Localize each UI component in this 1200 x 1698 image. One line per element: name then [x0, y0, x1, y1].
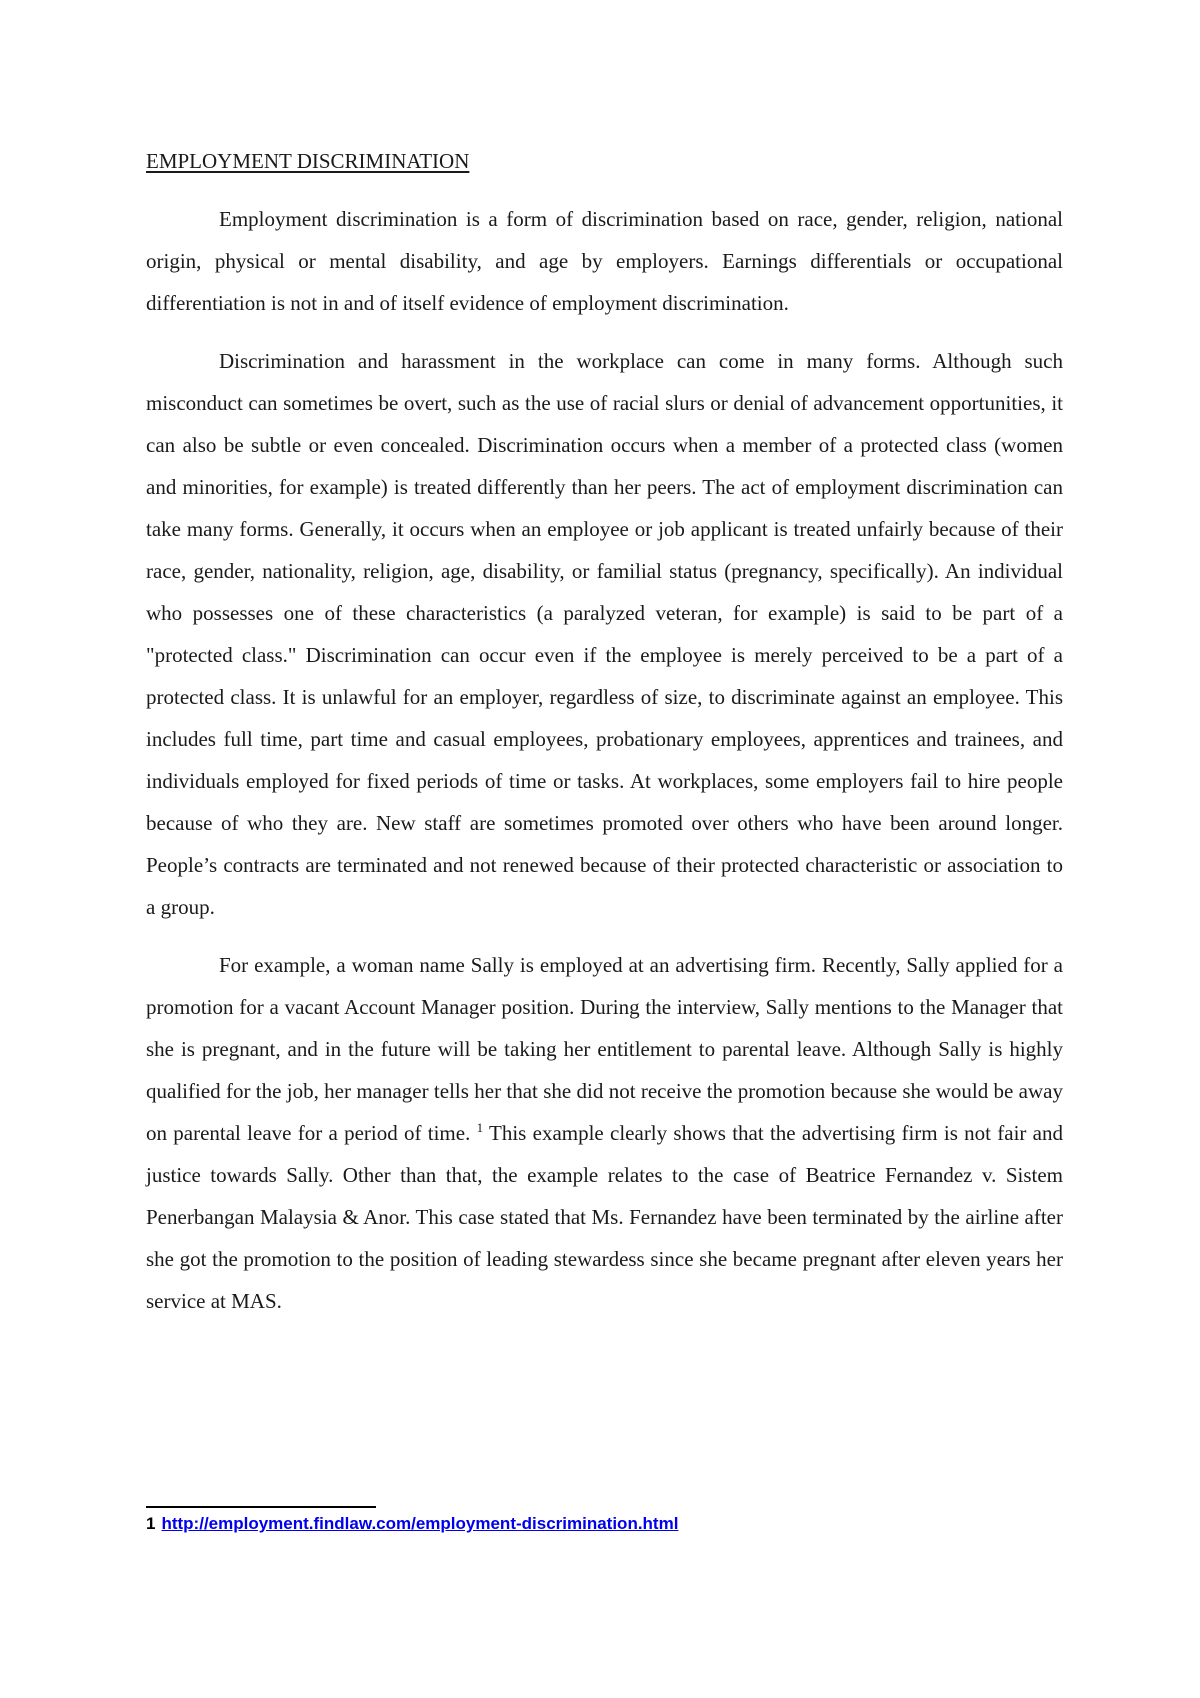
footnote-number: 1	[146, 1514, 156, 1533]
footnote-reference[interactable]: 1	[476, 1120, 484, 1135]
footnote-separator	[146, 1506, 376, 1508]
footnote-link[interactable]: http://employment.findlaw.com/employment-discrimination.html	[161, 1514, 679, 1533]
paragraph-example-text-b: This example clearly shows that the advertising firm is not fair and justice towards Sally. Other than that, the example relates to the case of Beatrice Fernandez v. Sistem Penerbangan Malaysia & Anor. This case stated that Ms. Fernandez have been terminated by the airline after she got the promotion to the position of leading stewardess since she became pregnant after eleven years her service at MAS.	[146, 1121, 1064, 1313]
paragraph-definition: Employment discrimination is a form of discrimination based on race, gender, religion, national origin, physical or mental disability, and age by employers. Earnings differentials or occupational differentiation is not in and of itself evidence of employment discrimination.	[146, 207, 1063, 315]
paragraph-example	[146, 944, 1063, 1322]
footnote	[146, 1512, 678, 1536]
document-body	[146, 146, 1063, 1338]
document-title: EMPLOYMENT DISCRIMINATION	[146, 149, 470, 173]
paragraph-example-text-a: For example, a woman name Sally is employed at an advertising firm. Recently, Sally applied for a promotion for a vacant Account Manager position. During the interview, Sally mentions to the Manager that she is pregnant, and in the future will be taking her entitlement to parental leave. Although Sally is highly qualified for the job, her manager tells her that she did not receive the promotion because she would be away on parental leave for a period of time.	[146, 953, 1063, 1145]
paragraph-forms: Discrimination and harassment in the workplace can come in many forms. Although such misconduct can sometimes be overt, such as the use of racial slurs or denial of advancement opportunities, it can also be subtle or even concealed. Discrimination occurs when a member of a protected class (women and minorities, for example) is treated differently than her peers. The act of employment discrimination can take many forms. Generally, it occurs when an employee or job applicant is treated unfairly because of their race, gender, nationality, religion, age, disability, or familial status (pregnancy, specifically). An individual who possesses one of these characteristics (a paralyzed veteran, for example) is said to be part of a "protected class." Discrimination can occur even if the employee is merely perceived to be a part of a protected class. It is unlawful for an employer, regardless of size, to discriminate against an employee. This includes full time, part time and casual employees, probationary employees, apprentices and trainees, and individuals employed for fixed periods of time or tasks. At workplaces, some employers fail to hire people because of who they are. New staff are sometimes promoted over others who have been around longer. People’s contracts are terminated and not renewed because of their protected characteristic or association to a group.	[146, 349, 1063, 919]
